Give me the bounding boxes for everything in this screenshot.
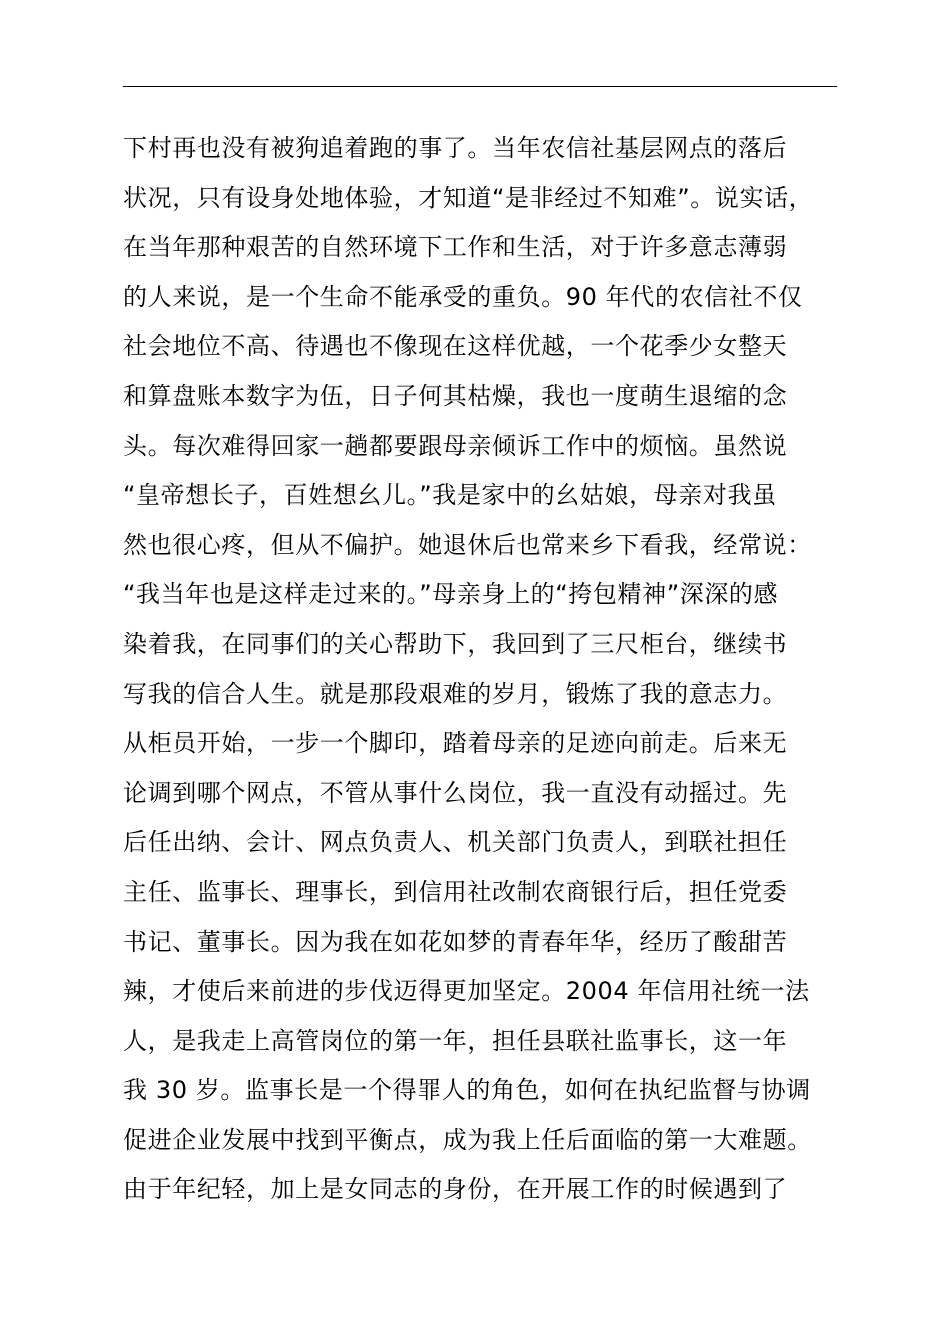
- text-line: 状况，只有设身处地体验，才知道“是非经过不知难”。说实话，: [123, 183, 814, 212]
- text-line: 我 30 岁。监事长是一个得罪人的角色，如何在执纪监督与协调: [123, 1076, 811, 1105]
- text-line: 头。每次难得回家一趟都要跟母亲倾诉工作中的烦恼。虽然说: [123, 431, 788, 460]
- text-line: 主任、监事长、理事长，到信用社改制农商银行后，担任党委: [123, 877, 788, 906]
- text-line: 后任出纳、会计、网点负责人、机关部门负责人，到联社担任: [123, 828, 788, 857]
- text-line: 然也很心疼，但从不偏护。她退休后也常来乡下看我，经常说：: [123, 530, 812, 559]
- text-line: 书记、董事长。因为我在如花如梦的青春年华，经历了酸甜苦: [123, 927, 788, 956]
- text-line: 社会地位不高、待遇也不像现在这样优越，一个花季少女整天: [123, 332, 788, 361]
- text-line: 人，是我走上高管岗位的第一年，担任县联社监事长，这一年: [123, 1026, 788, 1055]
- text-line: 促进企业发展中找到平衡点，成为我上任后面临的第一大难题。: [123, 1125, 812, 1154]
- text-line: 和算盘账本数字为伍，日子何其枯燥，我也一度萌生退缩的念: [123, 381, 788, 410]
- header-rule: [123, 86, 837, 87]
- text-line: 的人来说，是一个生命不能承受的重负。90 年代的农信社不仅: [123, 282, 803, 311]
- text-line: 写我的信合人生。就是那段艰难的岁月，锻炼了我的意志力。: [123, 679, 788, 708]
- text-line: 辣，才使后来前进的步伐迈得更加坚定。2004 年信用社统一法: [123, 977, 810, 1006]
- text-line: 染着我，在同事们的关心帮助下，我回到了三尺柜台，继续书: [123, 629, 788, 658]
- text-line: “皇帝想长子，百姓想幺儿。”我是家中的幺姑娘，母亲对我虽: [123, 481, 777, 510]
- text-line: 在当年那种艰苦的自然环境下工作和生活，对于许多意志薄弱: [123, 233, 788, 262]
- text-line: 由于年纪轻，加上是女同志的身份，在开展工作的时候遇到了: [123, 1175, 788, 1204]
- text-line: 下村再也没有被狗追着跑的事了。当年农信社基层网点的落后: [123, 134, 788, 162]
- body-text: [123, 124, 863, 1215]
- text-line: 论调到哪个网点，不管从事什么岗位，我一直没有动摇过。先: [123, 778, 788, 807]
- text-line: 从柜员开始，一步一个脚印，踏着母亲的足迹向前走。后来无: [123, 729, 788, 758]
- text-line: “我当年也是这样走过来的。”母亲身上的“挎包精神”深深的感: [123, 580, 779, 609]
